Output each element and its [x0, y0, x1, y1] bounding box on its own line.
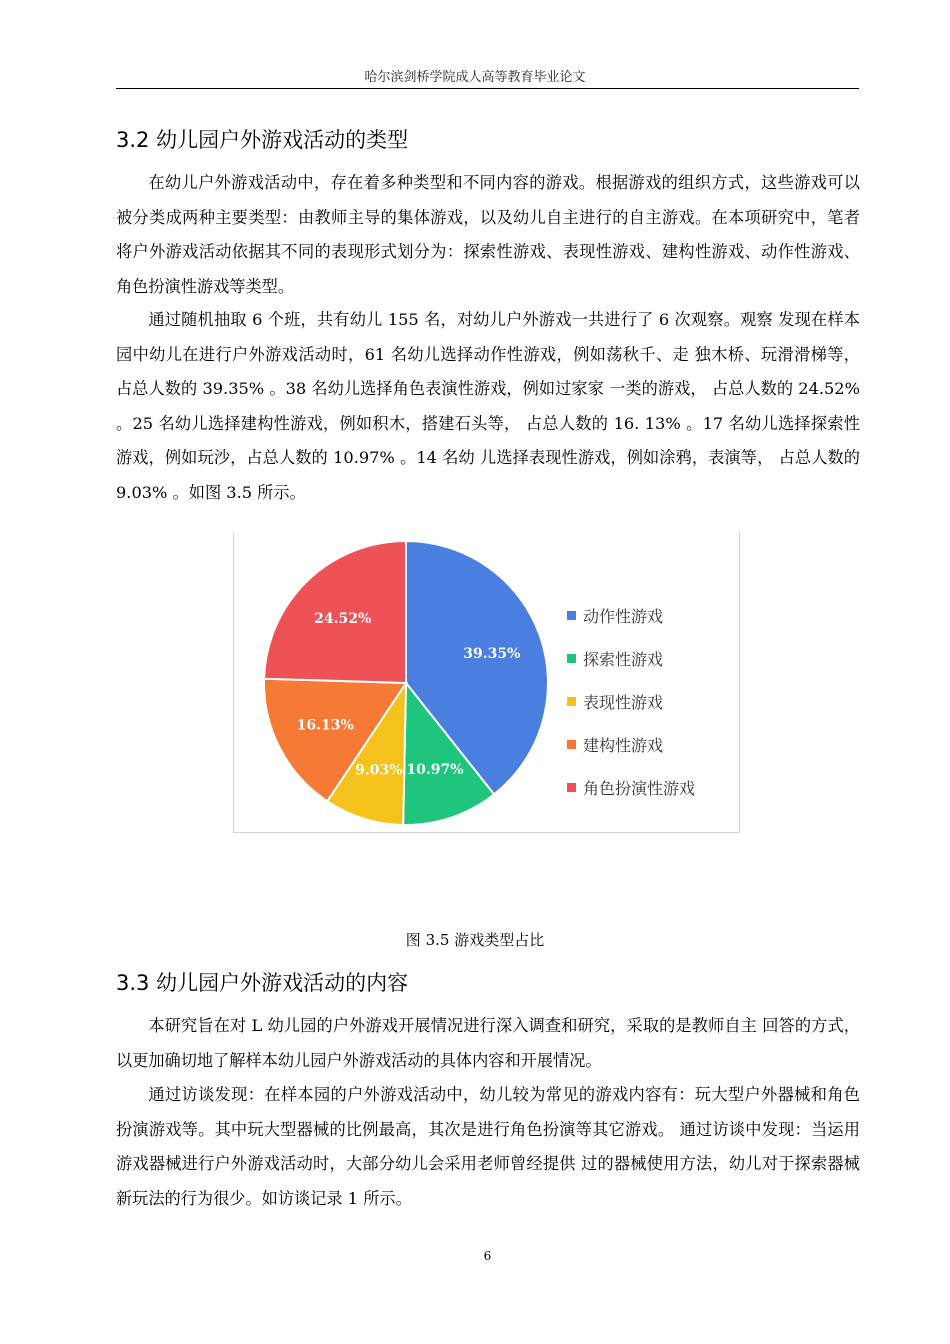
pie-slice-label-3: 9.03%	[355, 762, 403, 779]
figure-caption: 图 3.5 游戏类型占比	[405, 931, 545, 949]
pie-chart-figure	[233, 532, 740, 833]
section-3-3-paragraph-1: 本研究旨在对 L 幼儿园的户外游戏开展情况进行深入调查和研究，采取的是教师自主 回答的方式，以更加确切地了解样本幼儿园户外游戏活动的具体内容和开展情况。	[116, 1016, 860, 1070]
legend-swatch	[567, 697, 576, 706]
section-3-2-paragraph-1: 在幼儿户外游戏活动中，存在着多种类型和不同内容的游戏。根据游戏的组织方式，这些游戏可以被分类成两种主要类型：由教师主导的集体游戏，以及幼儿自主进行的自主游戏。在本项研究中，笔者将户外游戏活动依据其不同的表现形式划分为：探索性游戏、表现性游戏、建构性游戏、动作性游戏、角色扮演性游戏等类型。	[116, 173, 860, 296]
section-3-3-paragraph-2: 通过访谈发现：在样本园的户外游戏活动中，幼儿较为常见的游戏内容有：玩大型户外器械和角色扮演游戏等。其中玩大型器械的比例最高，其次是进行角色扮演等其它游戏。 通过访谈中发现：当运用游戏器械进行户外游戏活动时，大部分幼儿会采用老师曾经提供 过的器械使用方法，幼儿对于探索器械新玩法的行为很少。如访谈记录 1 所示。	[116, 1085, 860, 1208]
legend-label: 建构性游戏	[583, 736, 664, 755]
legend-item-2	[567, 637, 695, 680]
pie-slice-label-4: 16.13%	[296, 717, 354, 734]
chart-legend	[567, 594, 695, 809]
legend-label: 角色扮演性游戏	[583, 779, 696, 798]
legend-swatch	[567, 611, 576, 620]
section-3-2-heading: 3.2 幼儿园户外游戏活动的类型	[116, 128, 409, 152]
legend-label: 动作性游戏	[583, 607, 664, 626]
header-rule	[116, 88, 859, 89]
running-header: 哈尔滨剑桥学院成人高等教育毕业论文	[364, 70, 586, 85]
section-3-3-heading: 3.3 幼儿园户外游戏活动的内容	[116, 971, 409, 995]
pie-slice-label-5: 24.52%	[314, 610, 372, 627]
legend-item-3	[567, 680, 695, 723]
legend-item-1	[567, 594, 695, 637]
legend-swatch	[567, 654, 576, 663]
pie-slice-label-1: 39.35%	[463, 646, 521, 663]
legend-label: 表现性游戏	[583, 693, 664, 712]
legend-item-4	[567, 723, 695, 766]
legend-swatch	[567, 783, 576, 792]
legend-item-5	[567, 766, 695, 809]
page-number: 6	[483, 1249, 492, 1263]
pie-slice-label-2: 10.97%	[406, 762, 464, 779]
legend-label: 探索性游戏	[583, 650, 664, 669]
section-3-2-paragraph-2: 通过随机抽取 6 个班，共有幼儿 155 名，对幼儿户外游戏一共进行了 6 次观察。观察 发现在样本园中幼儿在进行户外游戏活动时，61 名幼儿选择动作性游戏，例如荡秋千、走 独木桥、玩滑滑梯等， 占总人数的 39.35% 。38 名幼儿选择角色表演性游戏，例如过家家 一类的游戏， 占总人数的 24.52% 。25 名幼儿选择建构性游戏，例如积木，搭建石头等， 占总人数的 16. 13% 。17 名幼儿选择探索性游戏，例如玩沙，占总人数的 10.97% 。14 名幼 儿选择表现性游戏，例如涂鸦，表演等， 占总人数的 9.03% 。如图 3.5 所示。	[116, 310, 860, 502]
legend-swatch	[567, 740, 576, 749]
